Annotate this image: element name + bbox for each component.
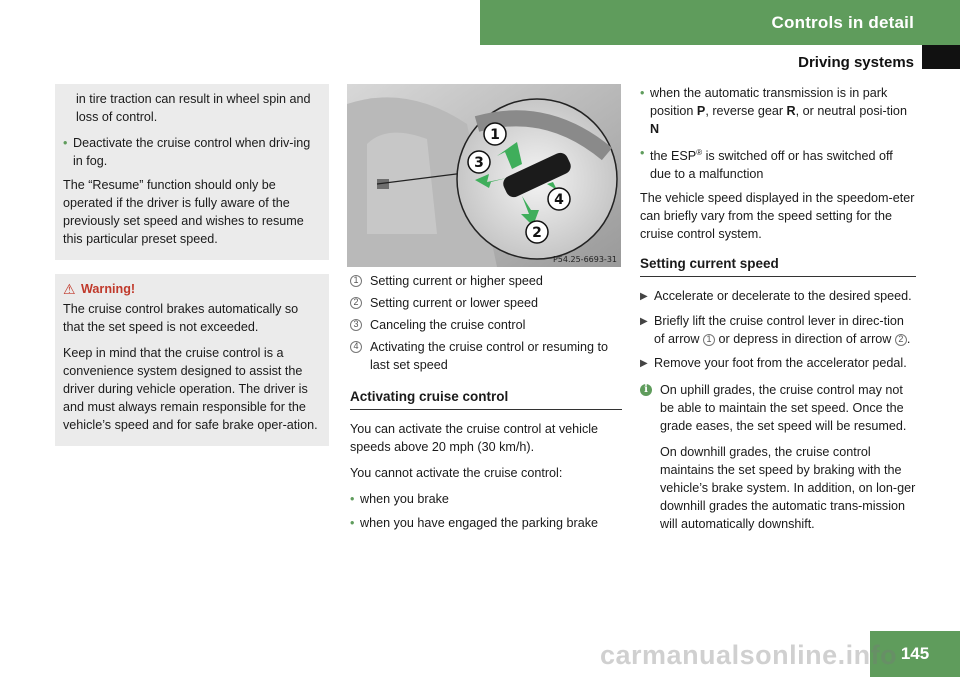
- body-text: You cannot activate the cruise control:: [350, 466, 563, 480]
- list-item: • when you brake: [350, 492, 449, 506]
- list-item: • when the automatic transmission is in park position P, reverse gear R, or neutral posi-tion N: [640, 86, 907, 136]
- info-text-1: On uphill grades, the cruise control may not be able to maintain the set speed. Once the grade eases, the set speed will be resumed.: [660, 383, 907, 434]
- list-item: • the ESP® is switched off or has switched off due to a malfunction: [640, 146, 893, 182]
- thumb-tab: [922, 45, 960, 69]
- bullet-icon: •: [640, 146, 645, 160]
- bullet-icon: •: [350, 516, 355, 530]
- bullet-icon: •: [350, 492, 355, 506]
- callout-1: 1: [490, 127, 500, 143]
- callout-3: 3: [474, 155, 484, 171]
- info-icon: i: [640, 384, 652, 396]
- callout-marker: 2: [350, 297, 362, 309]
- subsection-title: Driving systems: [798, 54, 914, 71]
- page-number: 145: [870, 631, 960, 677]
- list-item: • Deactivate the cruise control when driv-ing in fog.: [63, 136, 311, 168]
- list-item: 2 Setting current or lower speed: [350, 294, 622, 312]
- continued-text: in tire traction can result in wheel spin and loss of control.: [76, 92, 311, 124]
- arrow-right-icon: ▶: [640, 291, 648, 303]
- cruise-control-lever-image: [347, 84, 621, 267]
- image-code: P54.25-6693-31: [552, 255, 617, 264]
- list-item: 4 Activating the cruise control or resuming to last set speed: [350, 338, 622, 374]
- list-item: • when you have engaged the parking brake: [350, 516, 599, 530]
- middle-column: [350, 272, 622, 538]
- step-item: ▶ Briefly lift the cruise control lever in direc-tion of arrow 1 or depress in direction of arrow 2 .: [640, 314, 911, 347]
- callout-marker: 1: [703, 334, 715, 346]
- callout-marker: 4: [350, 341, 362, 353]
- bullet-icon: •: [640, 86, 645, 100]
- bullet-icon: •: [63, 136, 68, 150]
- section-heading: Activating cruise control: [350, 388, 622, 410]
- callout-4: 4: [554, 192, 564, 208]
- warning-text-1: The cruise control brakes automatically so that the set speed is not exceeded.: [63, 302, 299, 334]
- resume-note: The “Resume” function should only be operated if the driver is fully aware of the previously set speed and wishes to resume this particular preset speed.: [63, 178, 304, 246]
- info-note: [640, 381, 916, 541]
- info-text-2: On downhill grades, the cruise control maintains the set speed by braking with the vehicle’s brake system. In addition, on lon-ger downhill grades the automatic trans-mission will automatically downshift.: [660, 445, 916, 532]
- warning-heading: ⚠ Warning!: [63, 281, 136, 297]
- body-text: The vehicle speed displayed in the speedom-eter can briefly vary from the speed setting for the cruise control system.: [640, 191, 915, 242]
- arrow-right-icon: ▶: [640, 358, 648, 370]
- arrow-right-icon: ▶: [640, 316, 648, 328]
- section-header: Controls in detail: [480, 0, 960, 45]
- warning-triangle-icon: ⚠: [63, 281, 76, 297]
- step-item: ▶ Remove your foot from the accelerator pedal.: [640, 354, 916, 373]
- list-item: 3 Canceling the cruise control: [350, 316, 622, 334]
- right-column: [640, 84, 916, 541]
- callout-marker: 3: [350, 319, 362, 331]
- list-item: 1 Setting current or higher speed: [350, 272, 622, 290]
- callout-2: 2: [532, 225, 542, 241]
- left-column: [55, 84, 329, 446]
- callout-marker: 1: [350, 275, 362, 287]
- warning-box: [55, 274, 329, 446]
- callout-marker: 2: [895, 334, 907, 346]
- step-item: ▶ Accelerate or decelerate to the desired speed.: [640, 287, 916, 306]
- caution-box-continued: [55, 84, 329, 260]
- watermark: carmanualsonline.info: [600, 640, 898, 670]
- body-text: You can activate the cruise control at vehicle speeds above 20 mph (30 km/h).: [350, 422, 599, 454]
- warning-text-2: Keep in mind that the cruise control is a convenience system designed to assist the driver during vehicle operation. The driver is and must always remain responsible for the vehicle’s speed and for safe brake oper-ation.: [63, 346, 318, 432]
- section-heading: Setting current speed: [640, 255, 916, 277]
